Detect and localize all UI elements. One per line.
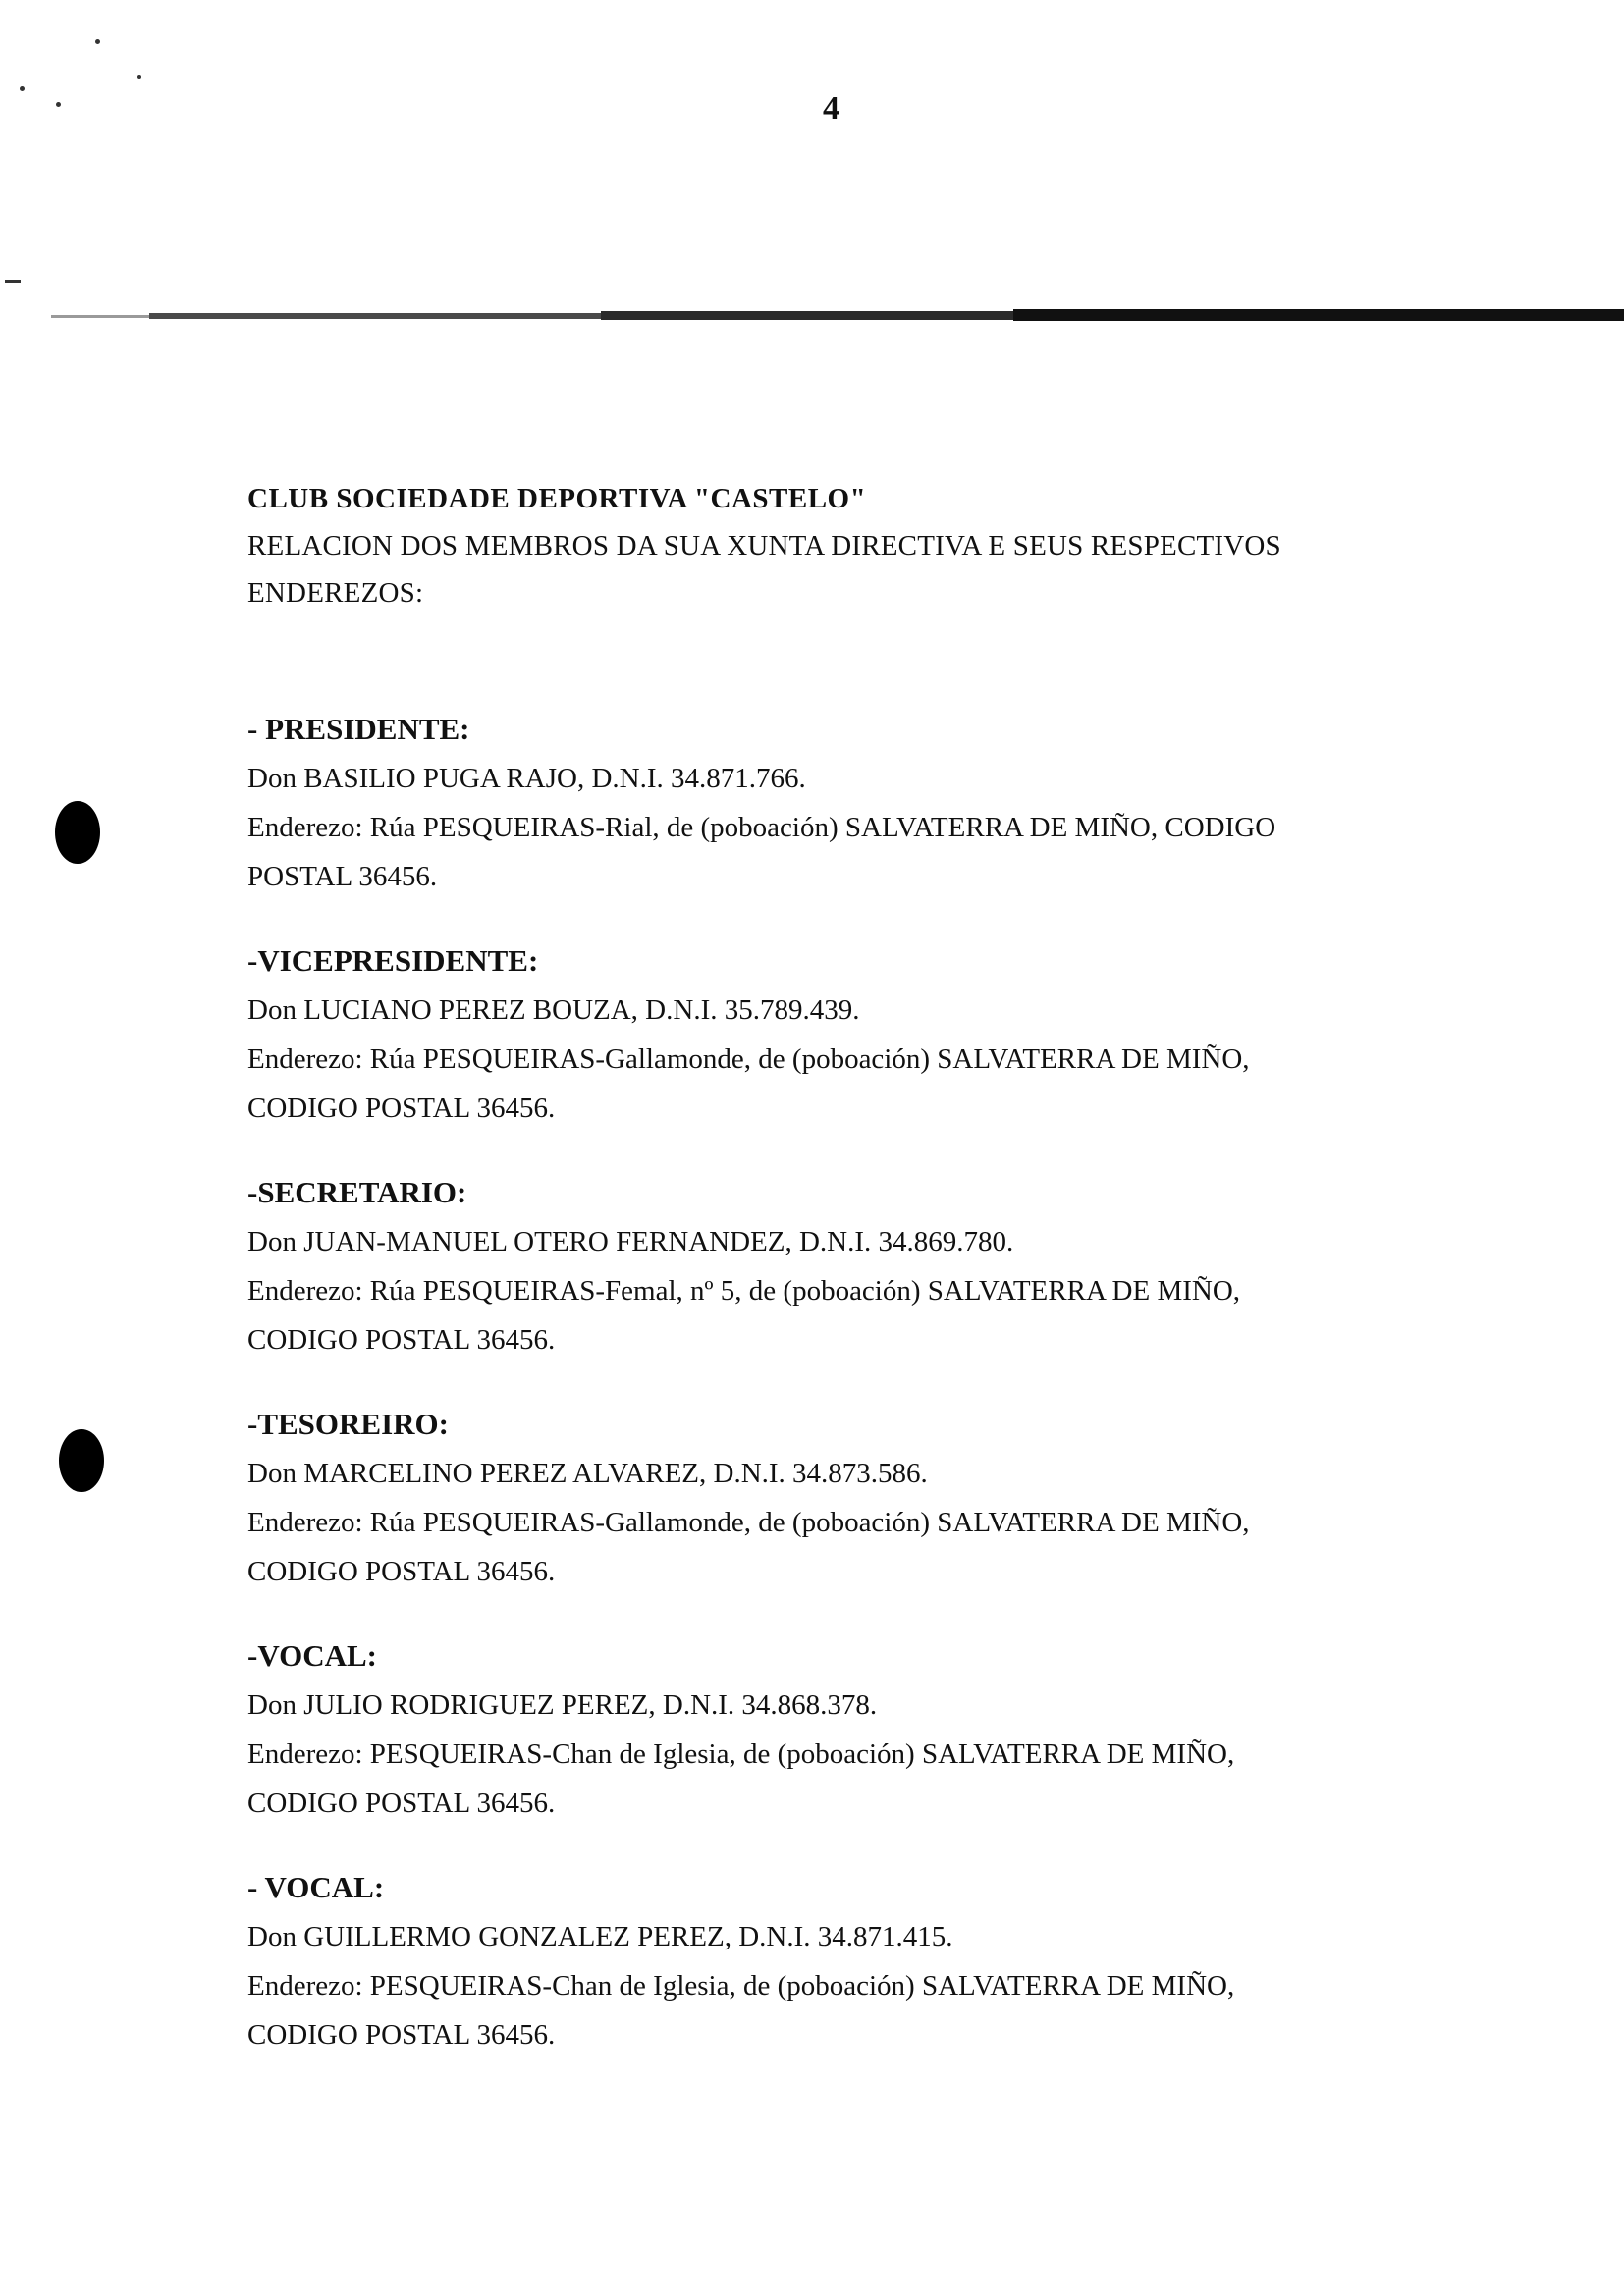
member-name: Don JULIO RODRIGUEZ PEREZ, D.N.I. 34.868.378. — [247, 1689, 878, 1721]
club-title: CLUB SOCIEDADE DEPORTIVA "CASTELO" — [247, 483, 867, 514]
member-entry-secretary — [247, 1168, 1494, 1364]
member-address-line-1: Enderezo: PESQUEIRAS-Chan de Iglesia, de (poboación) SALVATERRA DE MIÑO, — [247, 1738, 1235, 1770]
member-address-line-2: POSTAL 36456. — [247, 861, 438, 892]
scan-speck — [137, 75, 141, 79]
member-role: -TESOREIRO: — [247, 1407, 449, 1441]
member-name: Don MARCELINO PEREZ ALVAREZ, D.N.I. 34.873.586. — [247, 1458, 928, 1489]
punch-hole-upper — [55, 801, 100, 864]
member-entry-vocal-1 — [247, 1631, 1494, 1828]
member-entry-vocal-2 — [247, 1863, 1494, 2059]
relation-title-line-2: ENDEREZOS: — [247, 577, 424, 609]
member-address-line-2: CODIGO POSTAL 36456. — [247, 1093, 556, 1124]
member-role: - VOCAL: — [247, 1870, 385, 1904]
member-role: -SECRETARIO: — [247, 1175, 467, 1209]
member-address-line-1: Enderezo: Rúa PESQUEIRAS-Gallamonde, de (poboación) SALVATERRA DE MIÑO, — [247, 1507, 1250, 1538]
scan-speck — [20, 86, 25, 91]
member-address-line-2: CODIGO POSTAL 36456. — [247, 2019, 556, 2051]
member-address-line-2: CODIGO POSTAL 36456. — [247, 1556, 556, 1587]
member-role: -VICEPRESIDENTE: — [247, 943, 539, 978]
member-role: -VOCAL: — [247, 1638, 377, 1673]
member-entry-treasurer — [247, 1400, 1494, 1596]
scan-speck — [95, 39, 100, 44]
member-role: - PRESIDENTE: — [247, 712, 470, 746]
member-entry-vicepresident — [247, 936, 1494, 1133]
scan-speck — [56, 102, 61, 107]
member-name: Don JUAN-MANUEL OTERO FERNANDEZ, D.N.I. 34.869.780. — [247, 1226, 1014, 1257]
member-name: Don BASILIO PUGA RAJO, D.N.I. 34.871.766. — [247, 763, 806, 794]
member-address-line-1: Enderezo: Rúa PESQUEIRAS-Femal, nº 5, de (poboación) SALVATERRA DE MIÑO, — [247, 1275, 1241, 1307]
member-address-line-2: CODIGO POSTAL 36456. — [247, 1788, 556, 1819]
punch-hole-lower — [59, 1429, 104, 1492]
member-address-line-1: Enderezo: Rúa PESQUEIRAS-Gallamonde, de (poboación) SALVATERRA DE MIÑO, — [247, 1043, 1250, 1075]
member-address-line-2: CODIGO POSTAL 36456. — [247, 1324, 556, 1356]
member-address-line-1: Enderezo: PESQUEIRAS-Chan de Iglesia, de (poboación) SALVATERRA DE MIÑO, — [247, 1970, 1235, 2002]
member-address-line-1: Enderezo: Rúa PESQUEIRAS-Rial, de (poboación) SALVATERRA DE MIÑO, CODIGO — [247, 812, 1276, 843]
horizontal-rule — [51, 306, 1624, 328]
page-number: 4 — [823, 90, 839, 127]
member-name: Don GUILLERMO GONZALEZ PEREZ, D.N.I. 34.871.415. — [247, 1921, 953, 1952]
member-entry-president — [247, 705, 1494, 901]
relation-title-line-1: RELACION DOS MEMBROS DA SUA XUNTA DIRECTIVA E SEUS RESPECTIVOS — [247, 530, 1281, 561]
document-header — [247, 475, 1494, 616]
members-list — [247, 705, 1494, 2095]
member-name: Don LUCIANO PEREZ BOUZA, D.N.I. 35.789.439. — [247, 994, 860, 1026]
scan-speck — [5, 280, 21, 283]
